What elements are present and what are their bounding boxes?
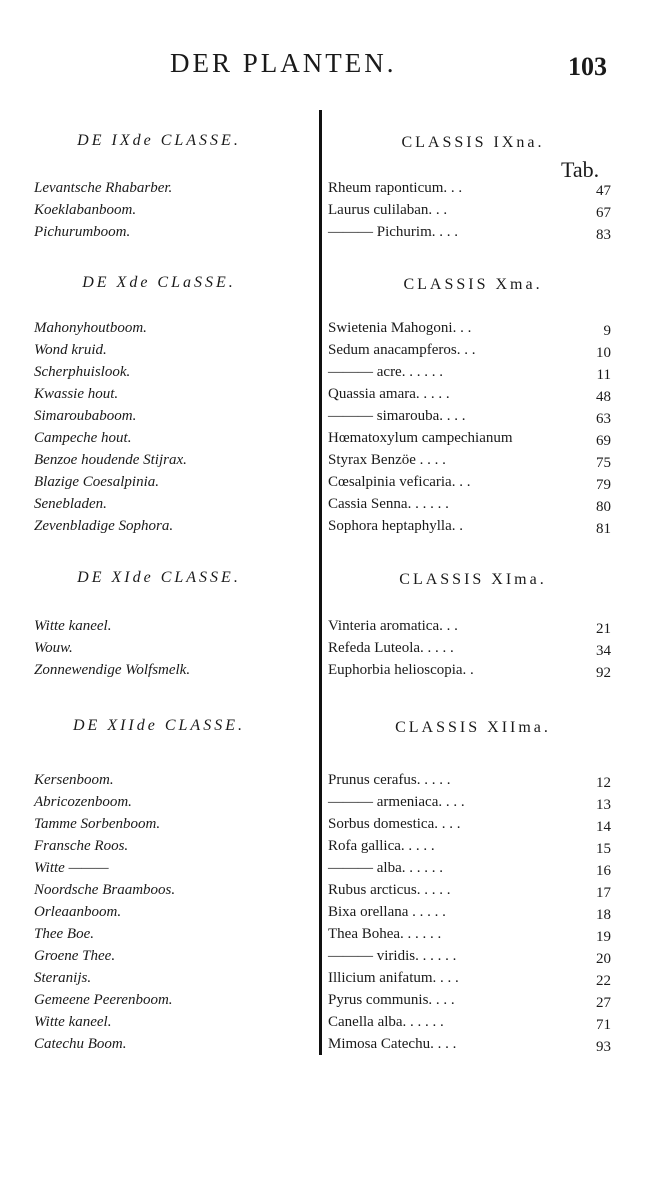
latin-plant-name: Thea Bohea. . . . . . [328,926,442,942]
plate-number: 80 [596,499,611,515]
dutch-plant-name: Noordsche Braamboos. [34,882,176,898]
dutch-plant-name: Catechu Boom. [34,1036,127,1052]
plate-number: 48 [596,389,611,405]
plate-number: 9 [603,323,611,339]
dutch-plant-name: Thee Boe. [34,926,94,942]
dutch-plant-name: Wond kruid. [34,342,107,358]
plate-number: 93 [596,1039,611,1055]
dutch-plant-name: Groene Thee. [34,948,116,964]
plate-number: 63 [596,411,611,427]
dutch-plant-name: Campeche hout. [34,430,132,446]
latin-plant-name: Rheum raponticum. . . [328,180,463,196]
dutch-plant-name: Abricozenboom. [34,794,132,810]
dutch-plant-name: Zevenbladige Sophora. [34,518,174,534]
dutch-plant-name: Kwassie hout. [34,386,119,402]
latin-plant-name: ——— viridis. . . . . . [328,948,457,964]
latin-plant-name: Sorbus domestica. . . . [328,816,461,832]
latin-plant-name: Prunus cerafus. . . . . [328,772,451,788]
plate-number: 47 [596,183,611,199]
column-divider [319,110,322,1055]
dutch-plant-name: Steranijs. [34,970,92,986]
running-title: DER PLANTEN. [170,48,397,78]
dutch-plant-name: Wouw. [34,640,73,656]
dutch-plant-name: Witte ——— [34,860,109,876]
latin-plant-name: Mimosa Catechu. . . . [328,1036,457,1052]
plate-number: 81 [596,521,611,537]
class-heading-latin: CLASSIS XIma. [399,571,547,588]
class-heading-dutch: DE IXde CLASSE. [77,132,241,149]
latin-plant-name: ——— alba. . . . . . [328,860,443,876]
page-number: 103 [568,52,607,81]
latin-plant-name: Sophora heptaphylla. . [328,518,463,534]
plate-number: 11 [596,367,611,383]
plate-number: 71 [596,1017,611,1033]
class-heading-latin: CLASSIS XIIma. [395,719,551,736]
latin-plant-name: Cœsalpinia veficaria. . . [328,474,471,490]
class-heading-latin: CLASSIS IXna. [401,134,545,151]
plate-number: 22 [596,973,611,989]
class-heading-dutch: DE XIIde CLASSE. [73,717,245,734]
dutch-plant-name: Zonnewendige Wolfsmelk. [34,662,191,678]
latin-plant-name: Sedum anacampferos. . . [328,342,476,358]
latin-plant-name: Canella alba. . . . . . [328,1014,444,1030]
class-heading-latin: CLASSIS Xma. [403,276,543,293]
latin-plant-name: Illicium anifatum. . . . [328,970,459,986]
dutch-plant-name: Tamme Sorbenboom. [34,816,161,832]
plate-number: 27 [596,995,611,1011]
dutch-plant-name: Senebladen. [34,496,107,512]
latin-plant-name: Vinteria aromatica. . . [328,618,458,634]
plate-number: 12 [596,775,611,791]
plate-number: 67 [596,205,611,221]
plate-number: 17 [596,885,611,901]
latin-plant-name: Refeda Luteola. . . . . [328,640,454,656]
dutch-plant-name: Benzoe houdende Stijrax. [34,452,187,468]
dutch-plant-name: Koeklabanboom. [34,202,137,218]
dutch-plant-name: Gemeene Peerenboom. [34,992,173,1008]
dutch-plant-name: Scherphuislook. [34,364,131,380]
plate-number: 75 [596,455,611,471]
latin-plant-name: Hœmatoxylum campechianum [328,430,513,446]
class-heading-dutch: DE XIde CLASSE. [77,569,241,586]
class-heading-dutch: DE Xde CLaSSE. [82,274,236,291]
dutch-plant-name: Pichurumboom. [34,224,131,240]
plate-number: 21 [596,621,611,637]
latin-plant-name: Laurus culilaban. . . [328,202,448,218]
plate-number: 92 [596,665,611,681]
latin-plant-name: ——— Pichurim. . . . [328,224,458,240]
latin-plant-name: Rubus arcticus. . . . . [328,882,451,898]
plate-number: 83 [596,227,611,243]
dutch-plant-name: Mahonyhoutboom. [34,320,147,336]
plate-number: 20 [596,951,611,967]
plate-number: 69 [596,433,611,449]
latin-plant-name: ——— acre. . . . . . [328,364,443,380]
plate-number: 10 [596,345,611,361]
dutch-plant-name: Orleaanboom. [34,904,122,920]
latin-plant-name: ——— armeniaca. . . . [328,794,465,810]
dutch-plant-name: Witte kaneel. [34,618,112,634]
plate-number: 18 [596,907,611,923]
latin-plant-name: Rofa gallica. . . . . [328,838,435,854]
latin-plant-name: Cassia Senna. . . . . . [328,496,449,512]
dutch-plant-name: Fransche Roos. [34,838,129,854]
plate-number: 13 [596,797,611,813]
latin-plant-name: Styrax Benzöe . . . . [328,452,446,468]
tab-column-header: Tab. [561,157,600,182]
plate-number: 16 [596,863,611,879]
latin-plant-name: ——— simarouba. . . . [328,408,466,424]
plate-number: 19 [596,929,611,945]
dutch-plant-name: Blazige Coesalpinia. [34,474,159,490]
latin-plant-name: Bixa orellana . . . . . [328,904,446,920]
plate-number: 15 [596,841,611,857]
dutch-plant-name: Levantsche Rhabarber. [34,180,173,196]
plate-number: 34 [596,643,611,659]
dutch-plant-name: Kersenboom. [34,772,114,788]
latin-plant-name: Quassia amara. . . . . [328,386,450,402]
dutch-plant-name: Simaroubaboom. [34,408,137,424]
plate-number: 14 [596,819,611,835]
plate-number: 79 [596,477,611,493]
dutch-plant-name: Witte kaneel. [34,1014,112,1030]
latin-plant-name: Pyrus communis. . . . [328,992,455,1008]
latin-plant-name: Euphorbia helioscopia. . [328,662,474,678]
latin-plant-name: Swietenia Mahogoni. . . [328,320,472,336]
